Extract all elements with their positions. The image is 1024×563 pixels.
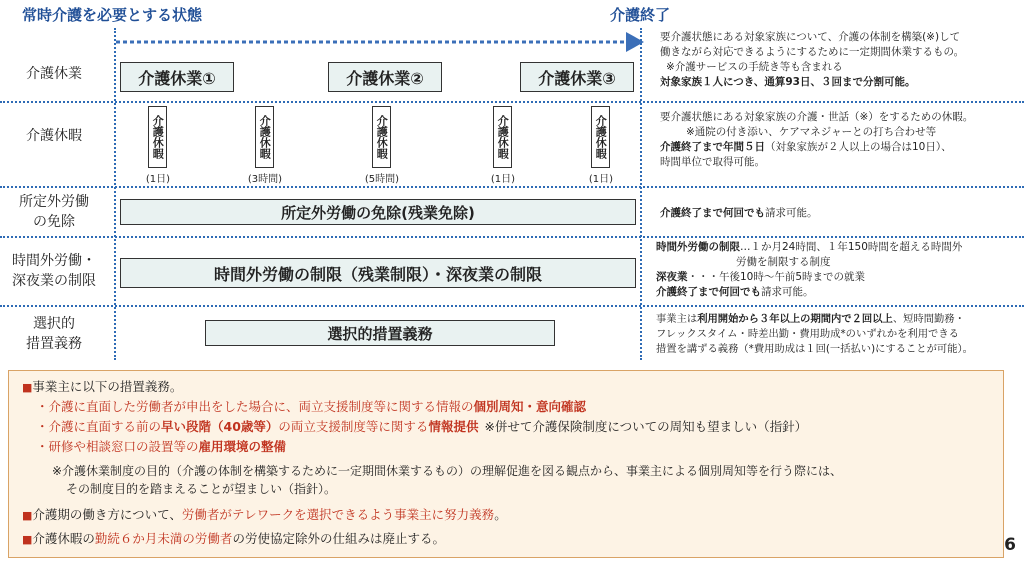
square-bullet-icon: ■ bbox=[22, 533, 33, 546]
jikangai-note: 時間外労働の制限…１か月24時間、１年150時間を超える時間外 労働を制限する制度 深夜業・・・午後10時～午前5時までの就業 介護終了まで何回でも請求可能。 bbox=[656, 241, 963, 298]
row-label-sentaku: 選択的 措置義務 bbox=[26, 316, 82, 352]
kaigo-kyuka-box: 介護休暇 bbox=[255, 106, 274, 168]
page-number: 6 bbox=[1004, 535, 1016, 555]
kaigo-kyuka-box: 介護休暇 bbox=[148, 106, 167, 168]
row-label-jikangai: 時間外労働・ 深夜業の制限 bbox=[12, 253, 96, 289]
header-start-label: 常時介護を必要とする状態 bbox=[22, 6, 203, 24]
summary-note: ※介護休業制度の目的（介護の体制を構築するために一定期間休業するもの）の理解促進を図る観点から、事業主による個別周知等を行う際には、 bbox=[52, 464, 843, 478]
summary-item-3: ■介護休暇の勤続６か月未満の労働者の労使協定除外の仕組みは廃止する。 bbox=[22, 531, 445, 546]
square-bullet-icon: ■ bbox=[22, 509, 33, 522]
kaigo-kyuka-duration: (1日) bbox=[588, 174, 614, 185]
row-label-kaigo-kyuka: 介護休暇 bbox=[26, 128, 82, 144]
kaigo-kyuka-duration: (1日) bbox=[145, 174, 171, 185]
summary-subitem: ・介護に直面した労働者が申出をした場合に、両立支援制度等に関する情報の個別周知・意向確認 bbox=[36, 399, 587, 414]
kaigo-kyugyo-2-box: 介護休業② bbox=[328, 62, 442, 92]
kaigo-kyuka-box: 介護休暇 bbox=[493, 106, 512, 168]
kaigo-kyuka-duration: (5時間) bbox=[364, 174, 400, 185]
kaigo-kyugyo-note: 要介護状態にある対象家族について、介護の体制を構築(※)して 働きながら対応できるようにするために一定期間休業するもの。 ※介護サービスの手続き等も含まれる 対象家族１人につき、通算93日、３回まで分割可能。 bbox=[660, 31, 965, 88]
summary-item-1: ■事業主に以下の措置義務。 bbox=[22, 379, 183, 394]
summary-subitem: ・介護に直面する前の早い段階（40歳等）の両立支援制度等に関する情報提供 ※併せて介護保険制度についての周知も望ましい（指針） bbox=[36, 419, 808, 434]
header-end-label: 介護終了 bbox=[610, 6, 671, 24]
kaigo-kyuka-box: 介護休暇 bbox=[372, 106, 391, 168]
end-divider bbox=[640, 28, 642, 360]
summary-item-2: ■介護期の働き方について、労働者がテレワークを選択できるよう事業主に努力義務。 bbox=[22, 507, 507, 522]
row-separator bbox=[0, 186, 1024, 188]
kaigo-kyuka-duration: (1日) bbox=[490, 174, 516, 185]
row-separator bbox=[0, 101, 1024, 103]
row-separator bbox=[0, 236, 1024, 238]
kaigo-kyuka-duration: (3時間) bbox=[247, 174, 283, 185]
summary-note: その制度目的を踏まえることが望ましい（指針）。 bbox=[66, 482, 337, 496]
row-label-shoteigai: 所定外労働 の免除 bbox=[19, 194, 89, 230]
kaigo-kyugyo-3-box: 介護休業③ bbox=[520, 62, 634, 92]
timeline-arrow bbox=[110, 28, 645, 58]
start-divider bbox=[114, 28, 116, 360]
shoteigai-note: 介護終了まで何回でも請求可能。 bbox=[660, 207, 818, 219]
row-label-kaigo-kyugyo: 介護休業 bbox=[26, 66, 82, 82]
shoteigai-menjo-box: 所定外労働の免除(残業免除) bbox=[120, 199, 636, 225]
kaigo-kyuka-box: 介護休暇 bbox=[591, 106, 610, 168]
summary-subitem: ・研修や相談窓口の設置等の雇用環境の整備 bbox=[36, 439, 287, 454]
kaigo-kyugyo-1-box: 介護休業① bbox=[120, 62, 234, 92]
sentaku-note: 事業主は利用開始から３年以上の期間内で２回以上、短時間勤務・ フレックスタイム・時差出勤・費用助成*のいずれかを利用できる 措置を講ずる義務（*費用助成は１回(一括払い)にすることが可能）。 bbox=[656, 313, 973, 355]
kaigo-kyuka-note: 要介護状態にある対象家族の介護・世話（※）をするための休暇。 ※通院の付き添い、ケアマネジャーとの打ち合わせ等 介護終了まで年間５日（対象家族が２人以上の場合は10日）、 時間単位で取得可能。 bbox=[660, 111, 974, 168]
row-separator bbox=[0, 305, 1024, 307]
jikangai-seigen-box: 時間外労働の制限（残業制限）・深夜業の制限 bbox=[120, 258, 636, 288]
sentaku-sochi-box: 選択的措置義務 bbox=[205, 320, 555, 346]
square-bullet-icon: ■ bbox=[22, 381, 33, 394]
